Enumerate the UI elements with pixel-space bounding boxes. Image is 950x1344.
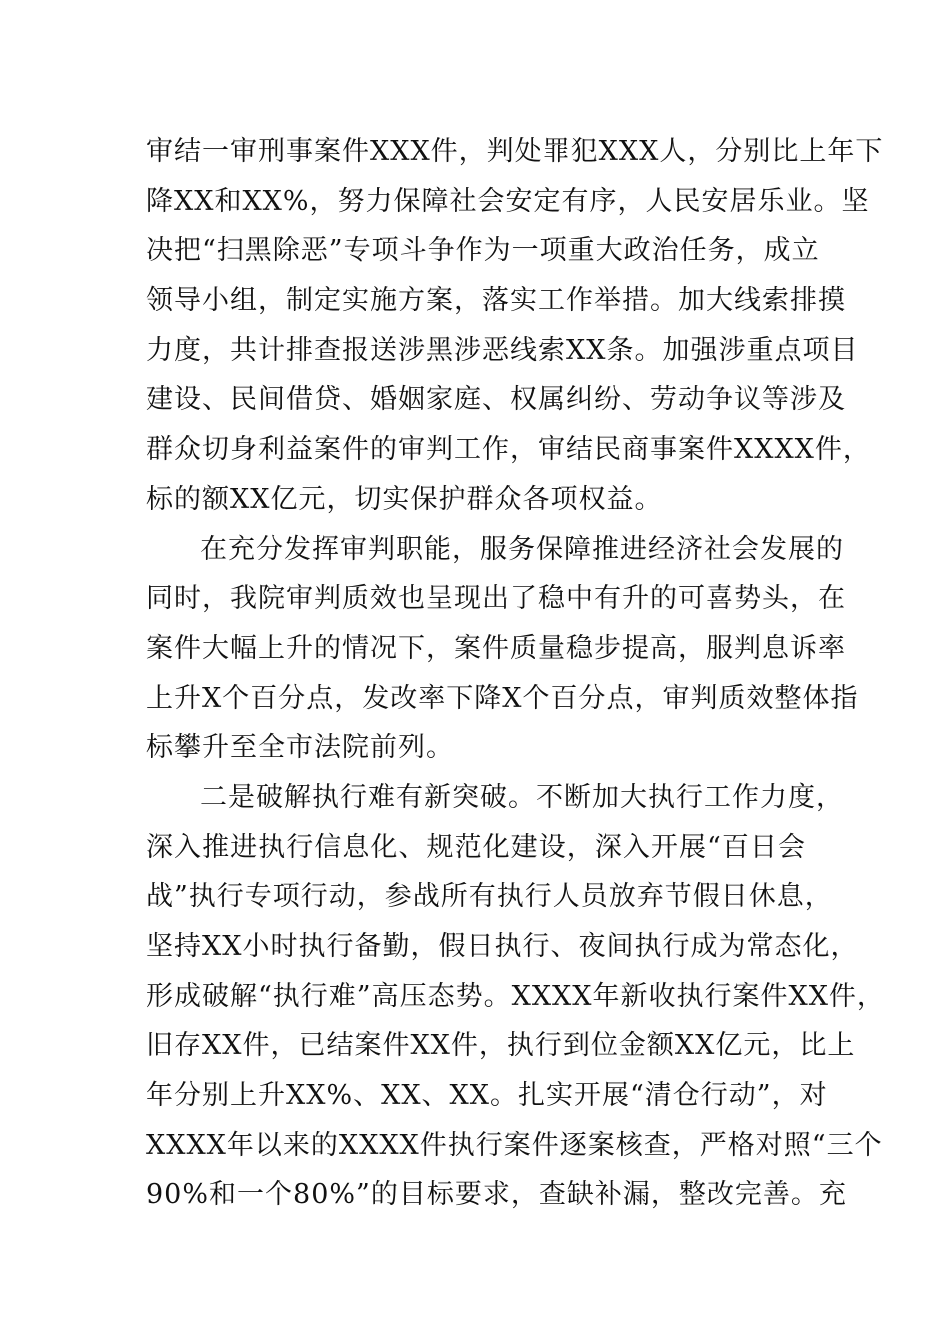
text-line: 坚持XX小时执行备勤，假日执行、夜间执行成为常态化， (146, 931, 859, 962)
text-line: 90%和一个80%”的目标要求，查缺补漏，整改完善。充 (146, 1179, 847, 1211)
paragraph-first-line: 在充分发挥审判职能，服务保障推进经济社会发展的 (200, 533, 844, 565)
text-line: 力度，共计排查报送涉黑涉恶线索XX条。加强涉重点项目 (146, 334, 859, 366)
text-line: 上升X个百分点，发改率下降X个百分点，审判质效整体指 (146, 682, 859, 714)
text-line: 深入推进执行信息化、规范化建设，深入开展“百日会 (146, 831, 806, 863)
text-line: 降XX和XX%，努力保障社会安定有序，人民安居乐业。坚 (146, 185, 870, 217)
paragraph-first-line: 二是破解执行难有新突破。不断加大执行工作力度， (200, 781, 844, 813)
document-body (146, 127, 885, 1220)
text-line: 决把“扫黑除恶”专项斗争作为一项重大政治任务，成立 (146, 235, 820, 267)
text-line: 标攀升至全市法院前列。 (146, 732, 454, 764)
text-line: 领导小组，制定实施方案，落实工作举措。加大线索排摸 (146, 285, 846, 317)
text-line: 同时，我院审判质效也呈现出了稳中有升的可喜势头，在 (146, 583, 846, 615)
text-line: 建设、民间借贷、婚姻家庭、权属纠纷、劳动争议等涉及 (146, 384, 846, 416)
text-line: XXXX年以来的XXXX件执行案件逐案核查，严格对照“三个 (146, 1129, 883, 1161)
text-line: 形成破解“执行难”高压态势。XXXX年新收执行案件XX件， (146, 980, 885, 1012)
text-line: 年分别上升XX%、XX、XX。扎实开展“清仓行动”，对 (146, 1080, 828, 1112)
text-line: 标的额XX亿元，切实保护群众各项权益。 (146, 483, 663, 515)
text-line: 旧存XX件，已结案件XX件，执行到位金额XX亿元，比上 (146, 1030, 856, 1062)
text-line: 战”执行专项行动，参战所有执行人员放弃节假日休息， (146, 881, 833, 913)
text-line: 案件大幅上升的情况下，案件质量稳步提高，服判息诉率 (146, 632, 846, 664)
text-line: 群众切身利益案件的审判工作，审结民商事案件XXXX件， (146, 434, 871, 466)
text-line: 审结一审刑事案件XXX件，判处罪犯XXX人，分别比上年下 (146, 136, 884, 167)
